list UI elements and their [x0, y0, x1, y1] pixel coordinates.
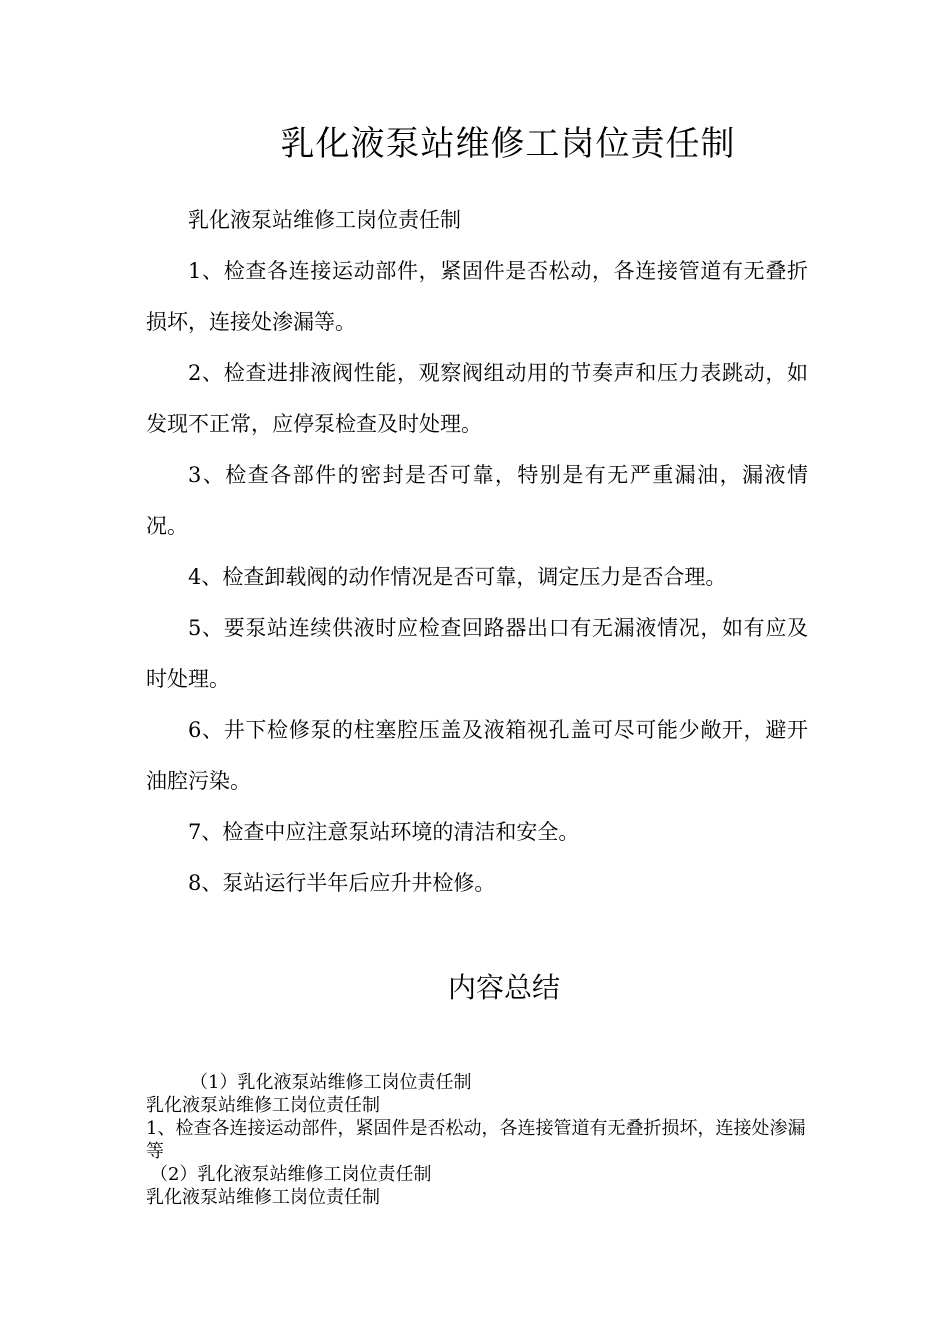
paragraph-item-7: 7、检查中应注意泵站环境的清洁和安全。 [188, 820, 580, 844]
summary-section [146, 1071, 808, 1209]
summary-line-3: 1、检查各连接运动部件，紧固件是否松动，各连接管道有无叠折损坏，连接处渗漏等 [146, 1118, 806, 1162]
summary-line-1: （1）乳化液泵站维修工岗位责任制 [190, 1072, 472, 1093]
summary-line-4: （2）乳化液泵站维修工岗位责任制 [150, 1164, 432, 1185]
paragraph-item-1: 1、检查各连接运动部件，紧固件是否松动，各连接管道有无叠折损坏，连接处渗漏等。 [146, 259, 808, 334]
document-title: 乳化液泵站维修工岗位责任制 [280, 124, 736, 164]
paragraph-item-2: 2、检查进排液阀性能，观察阀组动用的节奏声和压力表跳动，如发现不正常，应停泵检查及时处理。 [146, 361, 808, 436]
paragraph-item-3: 3、检查各部件的密封是否可靠，特别是有无严重漏油，漏液情况。 [146, 463, 808, 538]
summary-line-5: 乳化液泵站维修工岗位责任制 [146, 1187, 380, 1208]
summary-title: 内容总结 [447, 971, 560, 1004]
paragraph-item-5: 5、要泵站连续供液时应检查回路器出口有无漏液情况，如有应及时处理。 [146, 616, 808, 691]
paragraph-item-8: 8、泵站运行半年后应升井检修。 [188, 871, 496, 895]
paragraph-item-4: 4、检查卸载阀的动作情况是否可靠，调定压力是否合理。 [188, 565, 727, 589]
document-body [146, 195, 808, 909]
summary-line-2: 乳化液泵站维修工岗位责任制 [146, 1095, 380, 1116]
paragraph-heading: 乳化液泵站维修工岗位责任制 [188, 208, 461, 232]
paragraph-item-6: 6、井下检修泵的柱塞腔压盖及液箱视孔盖可尽可能少敞开，避开油腔污染。 [146, 718, 808, 793]
